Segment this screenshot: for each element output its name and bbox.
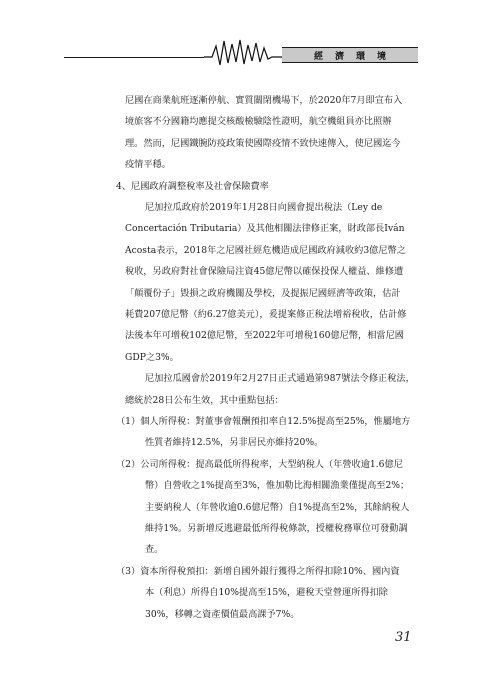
header-title: 經濟環境 [313, 51, 398, 62]
list-item-continuation: 性質者維持12.5%，另非居民亦維持20%。 [145, 437, 324, 449]
body-line: 理。然而，尼國鐵腕防疫政策使國際疫情不致快速傳入，使尼國迄今 [125, 137, 401, 149]
page-number: 31 [395, 630, 412, 645]
body-line: Concertación Tributaria）及其他相關法律修正案，財政部長Iván [125, 223, 405, 235]
list-item-continuation: 查。 [145, 544, 164, 556]
body-line: 總統於28日公布生效，其中重點包括： [125, 394, 284, 406]
body-line: 「顛覆份子」毀損之政府機關及學校，及提振尼國經濟等政策，估計 [125, 287, 401, 299]
list-item: （3）資本所得稅預扣：新增自國外銀行獲得之所得扣除10%、國內資 [116, 565, 400, 577]
body-line: 尼國在商業航班逐漸停航、實質關閉機場下，於2020年7月即宣布入 [125, 95, 403, 106]
list-item-continuation: 主要納稅人（年營收逾0.6億尼幣）自1%提高至2%，其餘納稅人 [145, 501, 410, 513]
body-line: 稅收，另政府對社會保險局注資45億尼幣以確保投保人權益、維修遭 [125, 266, 404, 278]
header-rule [64, 57, 204, 58]
body-line: 疫情平穩。 [125, 159, 171, 171]
header-banner [282, 47, 418, 63]
body-line: Acosta表示，2018年之尼國社經危機造成尼國政府減收約3億尼幣之 [125, 244, 406, 256]
list-item: （2）公司所得稅：提高最低所得稅率，大型納稅人（年營收逾1.6億尼 [116, 458, 403, 470]
body-line: 耗費207億尼幣（約6.27億美元），爰提案修正稅法增裕稅收，估計修 [125, 309, 407, 320]
body-line: 尼加拉瓜政府於2019年1月28日向國會提出稅法（Ley de [145, 202, 383, 213]
list-item-continuation: 幣）自營收之1%提高至3%，惟加勒比海相關漁業僅提高至2%； [145, 480, 410, 492]
list-item-continuation: 30%，移轉之資產價值最高課予7%。 [145, 608, 300, 620]
list-item-continuation: 維持1%。另新增反逃避最低所得稅條款，授權稅務單位可發動調 [145, 523, 408, 534]
body-line: 境旅客不分國籍均應提交核酸檢驗陰性證明，航空機組員亦比照辦 [125, 116, 392, 128]
list-item: （1）個人所得稅：對董事會報酬預扣率自12.5%提高至25%，惟屬地方 [116, 416, 411, 427]
body-line: GDP之3%。 [125, 351, 179, 363]
section-heading: 4、尼國政府調整稅率及社會保險費率 [116, 180, 269, 192]
body-line: 尼加拉瓜國會於2019年2月27日正式通過第987號法令修正稅法， [145, 373, 415, 385]
list-item-continuation: 本（利息）所得自10%提高至15%，避稅天堂營運所得扣除 [145, 587, 388, 599]
heartbeat-wave-icon [204, 38, 282, 66]
body-line: 法後本年可增稅102億尼幣，至2022年可增稅160億尼幣，相當尼國 [125, 330, 404, 342]
